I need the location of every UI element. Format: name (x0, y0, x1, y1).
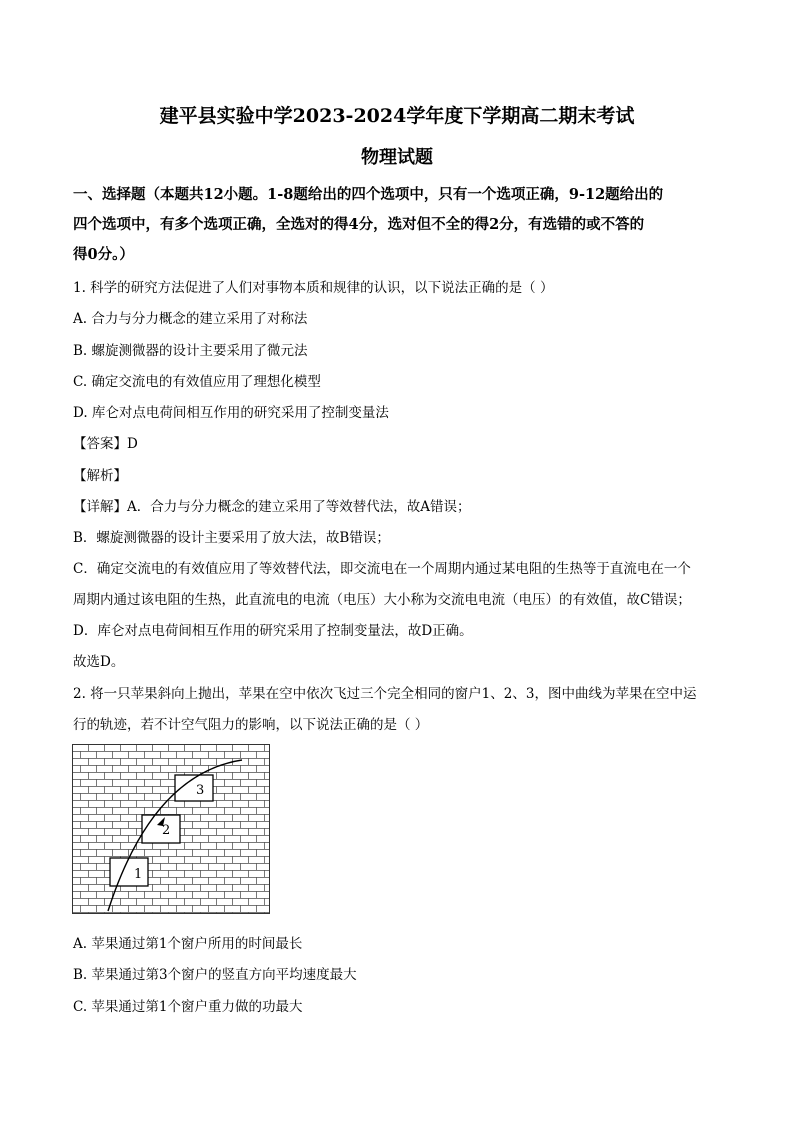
q1-explanation-line-1: 【详解】A．合力与分力概念的建立采用了等效替代法，故A错误； (73, 499, 471, 515)
q1-option-b: B. 螺旋测微器的设计主要采用了微元法 (73, 343, 308, 359)
exam-title: 建平县实验中学2023-2024学年度下学期高二期末考试 (159, 105, 635, 127)
q1-option-a: A. 合力与分力概念的建立采用了对称法 (73, 311, 308, 327)
window-2-label: 2 (162, 823, 171, 838)
q1-answer: 【答案】D (73, 436, 138, 452)
q1-explanation-line-4: 周期内通过该电阻的生热，此直流电的电流（电压）大小称为交流电电流（电压）的有效值，故C错误； (73, 592, 691, 608)
q1-option-c: C. 确定交流电的有效值应用了理想化模型 (73, 374, 321, 390)
q2-figure (72, 744, 270, 914)
q2-option-b: B. 苹果通过第3个窗户的竖直方向平均速度最大 (73, 967, 357, 983)
q2-option-c: C. 苹果通过第1个窗户重力做的功最大 (73, 999, 303, 1015)
q1-option-d: D. 库仑对点电荷间相互作用的研究采用了控制变量法 (73, 405, 389, 421)
section-heading-line-3: 得0分。） (73, 246, 134, 263)
q2-stem-line-1: 2. 将一只苹果斜向上抛出，苹果在空中依次飞过三个完全相同的窗户1、2、3，图中曲线为苹果在空中运 (73, 686, 697, 702)
window-1 (110, 858, 148, 886)
q1-explanation-line-2: B．螺旋测微器的设计主要采用了放大法，故B错误； (73, 530, 390, 546)
window-1-label: 1 (134, 867, 143, 882)
q1-analysis-label: 【解析】 (73, 468, 127, 484)
q2-stem-line-2: 行的轨迹，若不计空气阻力的影响，以下说法正确的是（ ） (73, 717, 429, 733)
exam-subtitle: 物理试题 (361, 147, 433, 168)
window-2 (142, 815, 180, 843)
window-3-label: 3 (196, 783, 205, 798)
q2-option-a: A. 苹果通过第1个窗户所用的时间最长 (73, 936, 303, 952)
q1-explanation-line-3: C．确定交流电的有效值应用了等效替代法，即交流电在一个周期内通过某电阻的生热等于直流电在一个 (73, 561, 691, 577)
section-heading-line-2: 四个选项中，有多个选项正确，全选对的得4分，选对但不全的得2分，有选错的或不答的 (73, 216, 645, 233)
q1-explanation-line-6: 故选D。 (73, 654, 125, 670)
q1-explanation-line-5: D．库仑对点电荷间相互作用的研究采用了控制变量法，故D正确。 (73, 623, 473, 639)
brick-wall-diagram (72, 744, 270, 914)
section-heading-line-1: 一、选择题（本题共12小题。1-8题给出的四个选项中，只有一个选项正确，9-12题给出的 (73, 186, 664, 203)
q1-stem: 1. 科学的研究方法促进了人们对事物本质和规律的认识，以下说法正确的是（ ） (73, 280, 554, 296)
